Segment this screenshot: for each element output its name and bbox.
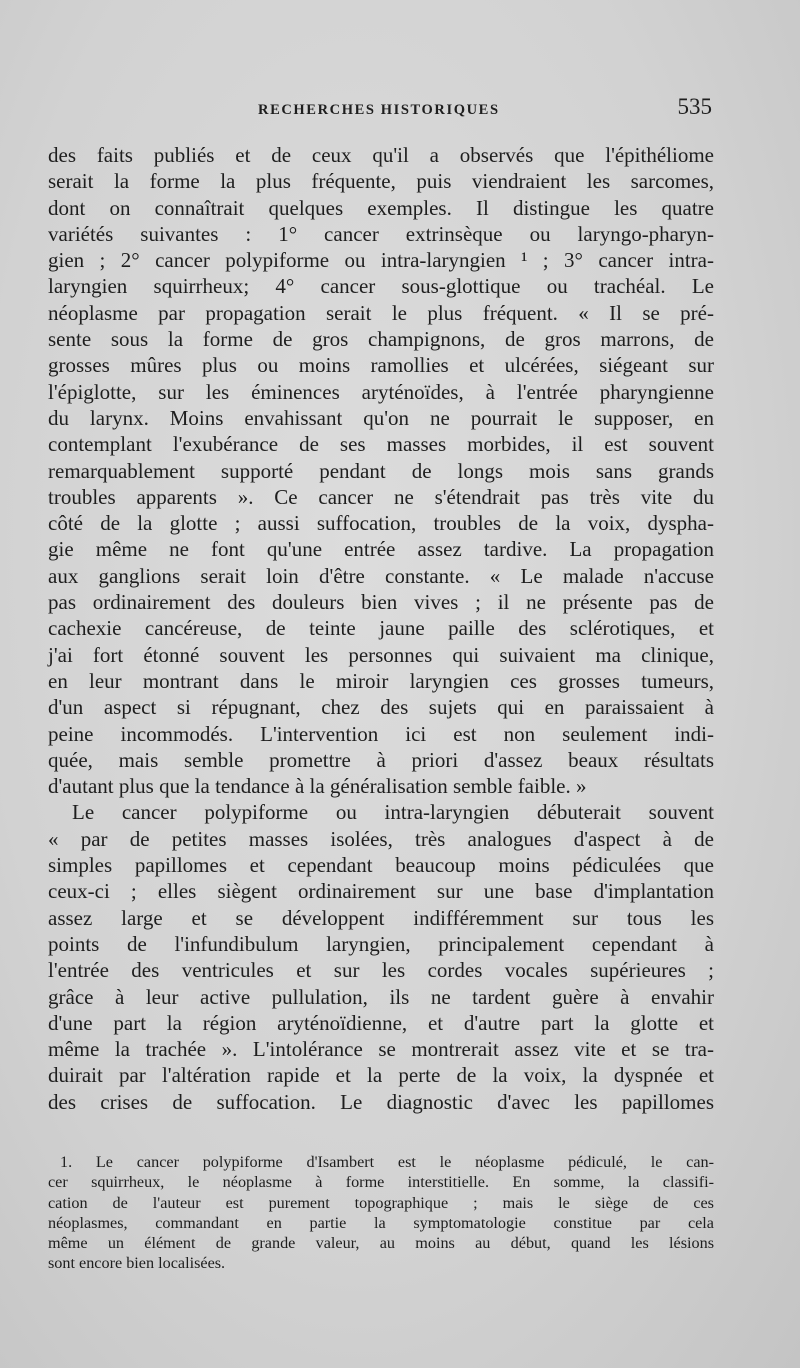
text-line: des crises de suffocation. Le diagnostic d'avec les papillomes — [48, 1089, 714, 1114]
text-line: laryngien squirrheux; 4° cancer sous-glottique ou trachéal. Le — [48, 274, 714, 299]
footnote-line: cer squirrheux, le néoplasme à forme interstitielle. En somme, la classifi- — [48, 1173, 714, 1192]
text-line: cachexie cancéreuse, de teinte jaune paille des sclérotiques, et — [48, 616, 714, 641]
text-line: aux ganglions serait loin d'être constante. « Le malade n'accuse — [48, 563, 714, 588]
text-line: remarquablement supporté pendant de longs mois sans grands — [48, 458, 714, 483]
text-line: j'ai fort étonné souvent les personnes qui suivaient ma clinique, — [48, 642, 714, 667]
text-line: gien ; 2° cancer polypiforme ou intra-laryngien ¹ ; 3° cancer intra- — [48, 248, 714, 273]
text-line: assez large et se développent indifféremment sur tous les — [48, 905, 714, 930]
text-line: du larynx. Moins envahissant qu'on ne pourrait le supposer, en — [48, 405, 714, 430]
text-line: l'épiglotte, sur les éminences aryténoïdes, à l'entrée pharyngienne — [48, 379, 714, 404]
text-line: ceux-ci ; elles siègent ordinairement sur une base d'implantation — [48, 879, 714, 904]
text-line: pas ordinairement des douleurs bien vives ; il ne présente pas de — [48, 590, 714, 615]
text-line: peine incommodés. L'intervention ici est non seulement indi- — [48, 721, 714, 746]
running-head: RECHERCHES HISTORIQUES — [258, 102, 500, 118]
text-line: néoplasme par propagation serait le plus fréquent. « Il se pré- — [48, 300, 714, 325]
text-line: des faits publiés et de ceux qu'il a observés que l'épithéliome — [48, 143, 714, 167]
text-line: troubles apparents ». Ce cancer ne s'étendrait pas très vite du — [48, 484, 714, 509]
text-line: même la trachée ». L'intolérance se montrerait assez vite et se tra- — [48, 1037, 714, 1062]
text-line: d'autant plus que la tendance à la généralisation semble faible. » — [48, 774, 587, 799]
footnote-line: 1. Le cancer polypiforme d'Isambert est le néoplasme pédiculé, le can- — [60, 1153, 714, 1171]
text-line: contemplant l'exubérance de ses masses morbides, il est souvent — [48, 432, 714, 457]
text-line: sente sous la forme de gros champignons, de gros marrons, de — [48, 327, 714, 352]
text-line: grâce à leur active pullulation, ils ne tardent guère à envahir — [48, 984, 714, 1009]
text-line: l'entrée des ventricules et sur les cordes vocales supérieures ; — [48, 958, 714, 983]
text-line: Le cancer polypiforme ou intra-laryngien débuterait souvent — [72, 800, 714, 825]
text-line: quée, mais semble promettre à priori d'assez beaux résultats — [48, 747, 714, 772]
text-line: « par de petites masses isolées, très analogues d'aspect à de — [48, 826, 714, 851]
footnote-line: sont encore bien localisées. — [48, 1254, 226, 1273]
footnote-line: même un élément de grande valeur, au moins au début, quand les lésions — [48, 1234, 714, 1253]
text-line: serait la forme la plus fréquente, puis viendraient les sarcomes, — [48, 169, 714, 194]
footnotes — [48, 1152, 714, 1274]
text-line: grosses mûres plus ou moins ramollies et ulcérées, siégeant sur — [48, 353, 714, 378]
text-line: d'une part la région aryténoïdienne, et d'autre part la glotte et — [48, 1010, 714, 1035]
text-line: simples papillomes et cependant beaucoup moins pédiculées que — [48, 853, 714, 878]
page-number: 535 — [677, 94, 712, 119]
text-line: duirait par l'altération rapide et la perte de la voix, la dyspnée et — [48, 1063, 714, 1088]
text-line: en leur montrant dans le miroir laryngien ces grosses tumeurs, — [48, 668, 714, 693]
text-line: d'un aspect si répugnant, chez des sujets qui en paraissaient à — [48, 695, 714, 720]
text-line: côté de la glotte ; aussi suffocation, troubles de la voix, dyspha- — [48, 511, 714, 536]
text-line: points de l'infundibulum laryngien, principalement cependant à — [48, 931, 714, 956]
text-line: dont on connaîtrait quelques exemples. Il distingue les quatre — [48, 195, 714, 220]
footnote-line: néoplasmes, commandant en partie la symptomatologie constitue par cela — [48, 1213, 714, 1232]
body-text — [48, 142, 714, 1115]
text-line: gie même ne font qu'une entrée assez tardive. La propagation — [48, 537, 714, 562]
footnote-line: cation de l'auteur est purement topographique ; mais le siège de ces — [48, 1193, 714, 1212]
page-header — [48, 90, 712, 124]
text-line: variétés suivantes : 1° cancer extrinsèque ou laryngo-pharyn- — [48, 221, 714, 246]
